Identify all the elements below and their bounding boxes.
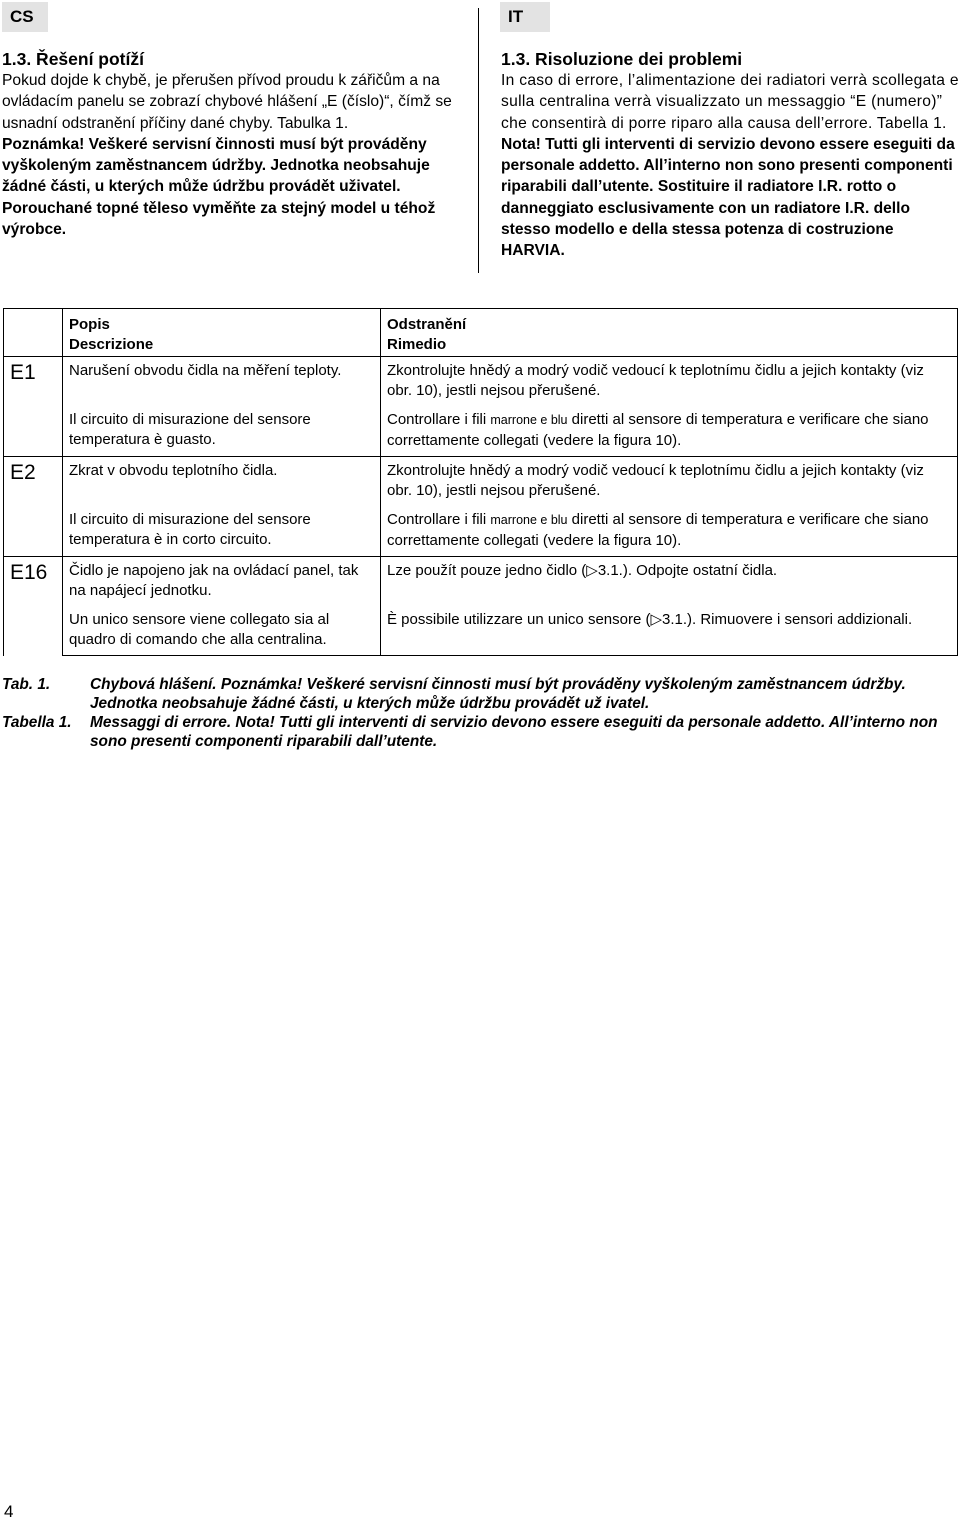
desc-it: Un unico sensore viene collegato sia al quadro di comando che alla centralina.: [63, 606, 381, 656]
desc-cs: Zkrat v obvodu teplotního čidla.: [63, 457, 381, 507]
remedy-cs: Lze použít pouze jedno čidlo (▷3.1.). Odpojte ostatní čidla.: [381, 557, 958, 607]
table-row: [4, 457, 958, 507]
error-code: E1: [4, 357, 63, 457]
table-row: [4, 506, 958, 557]
header-description: [63, 309, 381, 357]
section-it: [501, 48, 959, 262]
section-heading-cs: 1.3. Řešení potíží: [2, 49, 144, 69]
remedy-cs: Zkontrolujte hnědý a modrý vodič vedoucí k teplotnímu čidlu a jejich kontakty (viz obr. 10), jestli nejsou přerušené.: [381, 457, 958, 507]
table-caption-it: [2, 713, 952, 753]
table-caption-cs: [2, 675, 952, 715]
table-row: [4, 357, 958, 407]
remedy-it: Controllare i fili marrone e blu diretti al sensore di temperatura e verificare che siano correttamente collegati (vedere la figura 10).: [381, 506, 958, 557]
table-header-row: [4, 309, 958, 357]
table-row: [4, 606, 958, 656]
header-remedy-cs: Odstranění: [387, 316, 467, 333]
error-code: E16: [4, 557, 63, 656]
wire-colors: marrone e blu: [490, 413, 568, 427]
remedy-it: È possibile utilizzare un unico sensore (▷3.1.). Rimuovere i sensori addizionali.: [381, 606, 958, 656]
desc-it: Il circuito di misurazione del sensore temperatura è guasto.: [63, 406, 381, 457]
language-tab-cs: CS: [2, 2, 48, 32]
header-desc-it: Descrizione: [69, 335, 154, 353]
section-cs: [2, 48, 462, 240]
remedy-it: Controllare i fili marrone e blu diretti al sensore di temperatura e verificare che siano correttamente collegati (vedere la figura 10).: [381, 406, 958, 457]
header-desc-cs: Popis: [69, 316, 110, 333]
error-code: E2: [4, 457, 63, 557]
caption-label-it: Tabella 1.: [2, 714, 72, 731]
error-table: [3, 308, 958, 656]
remedy-cs: Zkontrolujte hnědý a modrý vodič vedoucí k teplotnímu čidlu a jejich kontakty (viz obr. 10), jestli nejsou přerušené.: [381, 357, 958, 407]
table-row: [4, 406, 958, 457]
service-note-it: Nota! Tutti gli interventi di servizio devono essere eseguiti da personale addetto. All’interno non sono presenti componenti riparabili dall’utente. Sostituire il radiatore I.R. rotto o danneggiato esclusivamente con un radiatore I.R. dello stesso modello e della stessa potenza di costruzione HARVIA.: [501, 135, 955, 260]
caption-text-it: Messaggi di errore. Nota! Tutti gli interventi di servizio devono essere eseguiti da personale addetto. All’interno non sono presenti componenti riparabili dall’utente.: [90, 714, 938, 750]
section-body-it: In caso di errore, l’alimentazione dei radiatori verrà scollegata e sulla centralina verrà visualizzato un messaggio “E (numero)” che consentirà di porre riparo alla causa dell’errore. Tabella 1.: [501, 72, 959, 132]
desc-it: Il circuito di misurazione del sensore temperatura è in corto circuito.: [63, 506, 381, 557]
page-number: 4: [4, 1502, 14, 1521]
section-body-cs: Pokud dojde k chybě, je přerušen přívod proudu k zářičům a na ovládacím panelu se zobrazí chybové hlášení „E (číslo)“, čímž se usnadní odstranění příčiny dané chyby. Tabulka 1.: [2, 72, 452, 132]
language-tab-it: IT: [500, 2, 550, 32]
caption-text-cs: Chybová hlášení. Poznámka! Veškeré servisní činnosti musí být prováděny vyškoleným zaměstnancem údržby. Jednotka neobsahuje žádné části, u kterých může údržbu provádět už ivatel.: [90, 676, 906, 712]
table-row: [4, 557, 958, 607]
desc-cs: Čidlo je napojeno jak na ovládací panel, tak na napájecí jednotku.: [63, 557, 381, 607]
column-divider: [478, 8, 479, 273]
section-heading-it: 1.3. Risoluzione dei problemi: [501, 49, 743, 69]
header-code-cell: [4, 309, 63, 357]
service-note-cs: Poznámka! Veškeré servisní činnosti musí být prováděny vyškoleným zaměstnancem údržby. Jednotka neobsahuje žádné části, u kterých může údržbu provádět uživatel. Porouchané topné těleso vyměňte za stejný model u téhož výrobce.: [2, 135, 436, 239]
caption-label-cs: Tab. 1.: [2, 676, 51, 693]
header-remedy: [381, 309, 958, 357]
desc-cs: Narušení obvodu čidla na měření teploty.: [63, 357, 381, 407]
header-remedy-it: Rimedio: [387, 335, 447, 353]
wire-colors: marrone e blu: [490, 513, 568, 527]
